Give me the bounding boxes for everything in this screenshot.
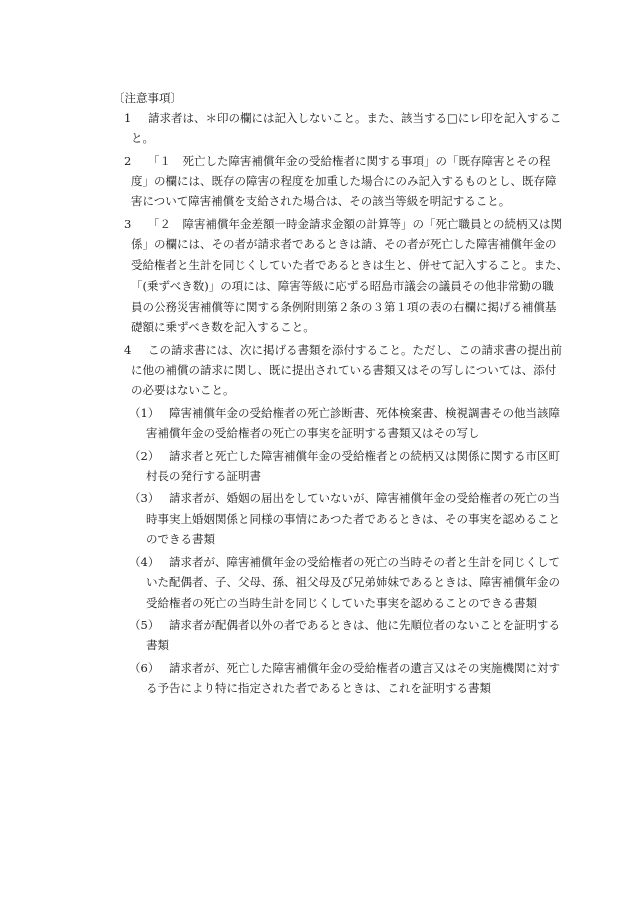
notes-heading: 〔注意事項〕: [113, 91, 182, 105]
note-line: に他の補償の請求に関し、既に提出されている書類又はその写しについては、添付: [131, 363, 557, 377]
note-line: の必要はないこと。: [131, 383, 235, 397]
subitem-number: （5）: [129, 618, 160, 632]
note-line: 「２ 障害補償年金差額一時金請求金額の計算等」の「死亡職員との続柄又は関: [148, 217, 562, 231]
subitem-line: 害補償年金の受給権者の死亡の事実を証明する書類又はその写し: [146, 426, 480, 440]
subitem-line: 請求者が、婚姻の届出をしていないが、障害補償年金の受給権者の死亡の当: [169, 491, 560, 505]
note-line: 受給権者と生計を同じくしていた者であるときは生と、併せて記入すること。また、: [131, 258, 568, 272]
note-line: この請求書には、次に掲げる書類を添付すること。ただし、この請求書の提出前: [148, 343, 562, 357]
subitem-number: （4）: [129, 555, 160, 569]
note-line: 請求者は、＊印の欄には記入しないこと。また、該当する□にレ印を記入するこ: [148, 111, 562, 125]
note-line: 害について障害補償を支給された場合は、その該当等級を明記すること。: [131, 194, 511, 208]
subitem-line: 請求者が、死亡した障害補償年金の受給権者の遺言又はその実施機関に対す: [169, 661, 560, 675]
subitem-line: 障害補償年金の受給権者の死亡診断書、死体検案書、検視調書その他当該障: [169, 406, 560, 420]
subitem-line: 村長の発行する証明書: [146, 469, 261, 483]
subitem-line: 書類: [146, 638, 169, 652]
subitem-line: いた配偶者、子、父母、孫、祖父母及び兄弟姉妹であるときは、障害補償年金の: [146, 575, 560, 589]
subitem-line: のできる書類: [146, 532, 215, 546]
subitem-line: る予告により特に指定された者であるときは、これを証明する書類: [146, 681, 491, 695]
note-line: 係」の欄には、その者が請求者であるときは請、その者が死亡した障害補償年金の: [131, 237, 557, 251]
note-line: 度」の欄には、既存の障害の程度を加重した場合にのみ記入するものとし、既存障: [131, 174, 557, 188]
subitem-number: （1）: [129, 406, 160, 420]
note-line: 「(乗ずべき数)」の項には、障害等級に応ずる昭島市議会の議員その他非常勤の職: [131, 279, 554, 293]
subitem-line: 時事実上婚姻関係と同様の事情にあつた者であるときは、その事実を認めること: [146, 512, 560, 526]
subitem-line: 請求者が配偶者以外の者であるときは、他に先順位者のないことを証明する: [169, 618, 560, 632]
subitem-line: 請求者と死亡した障害補償年金の受給権者との続柄又は関係に関する市区町: [169, 449, 560, 463]
note-number: 2: [124, 154, 132, 168]
note-number: 3: [124, 217, 132, 231]
note-number: 1: [124, 111, 132, 125]
note-line: と。: [131, 131, 154, 145]
note-number: 4: [124, 343, 132, 357]
subitem-number: （2）: [129, 449, 160, 463]
note-line: 員の公務災害補償等に関する条例附則第２条の３第１項の表の右欄に掲げる補償基: [131, 300, 557, 314]
note-line: 「１ 死亡した障害補償年金の受給権者に関する事項」の「既存障害とその程: [148, 154, 551, 168]
subitem-line: 受給権者の死亡の当時生計を同じくしていた事実を認めることのできる書類: [146, 596, 537, 610]
subitem-line: 請求者が、障害補償年金の受給権者の死亡の当時その者と生計を同じくして: [169, 555, 560, 569]
note-line: 礎額に乗ずべき数を記入すること。: [131, 320, 315, 334]
subitem-number: （6）: [129, 661, 160, 675]
subitem-number: （3）: [129, 491, 160, 505]
